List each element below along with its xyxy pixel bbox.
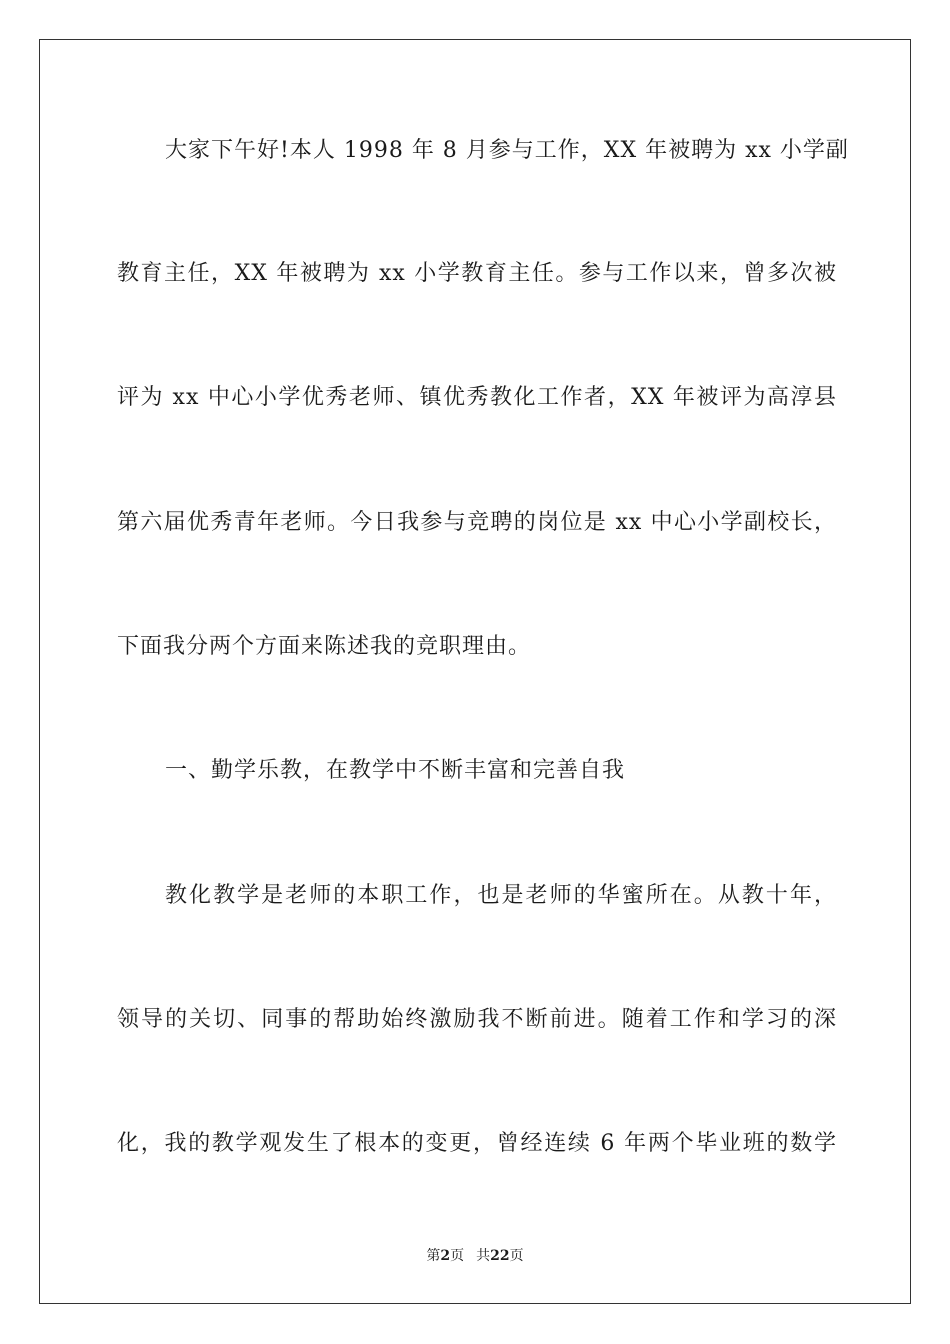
footer-page-suffix: 页 <box>450 1248 465 1264</box>
page-footer <box>0 1247 950 1265</box>
paragraph-line-2: 教育主任，XX 年被聘为 xx 小学教育主任。参与工作以来，曾多次被 <box>117 261 837 286</box>
paragraph-line-5: 下面我分两个方面来陈述我的竞职理由。 <box>117 634 532 659</box>
total-pages-number: 22 <box>490 1248 510 1264</box>
current-page-number: 2 <box>440 1248 451 1264</box>
paragraph-line-9: 化，我的教学观发生了根本的变更，曾经连续 6 年两个毕业班的数学 <box>117 1131 837 1156</box>
paragraph-line-8: 领导的关切、同事的帮助始终激励我不断前进。随着工作和学习的深 <box>117 1007 837 1032</box>
paragraph-line-1: 大家下午好!本人 1998 年 8 月参与工作，XX 年被聘为 xx 小学副 <box>165 138 849 163</box>
paragraph-line-3: 评为 xx 中心小学优秀老师、镇优秀教化工作者，XX 年被评为高淳县 <box>117 385 837 410</box>
footer-total-suffix: 页 <box>509 1248 524 1264</box>
footer-total-prefix: 共 <box>476 1248 491 1264</box>
footer-prefix: 第 <box>426 1248 441 1264</box>
section-heading: 一、勤学乐教，在教学中不断丰富和完善自我 <box>165 758 626 783</box>
paragraph-line-7: 教化教学是老师的本职工作，也是老师的华蜜所在。从教十年， <box>165 883 837 908</box>
paragraph-line-4: 第六届优秀青年老师。今日我参与竞聘的岗位是 xx 中心小学副校长， <box>117 510 837 535</box>
page-border <box>39 39 911 1304</box>
